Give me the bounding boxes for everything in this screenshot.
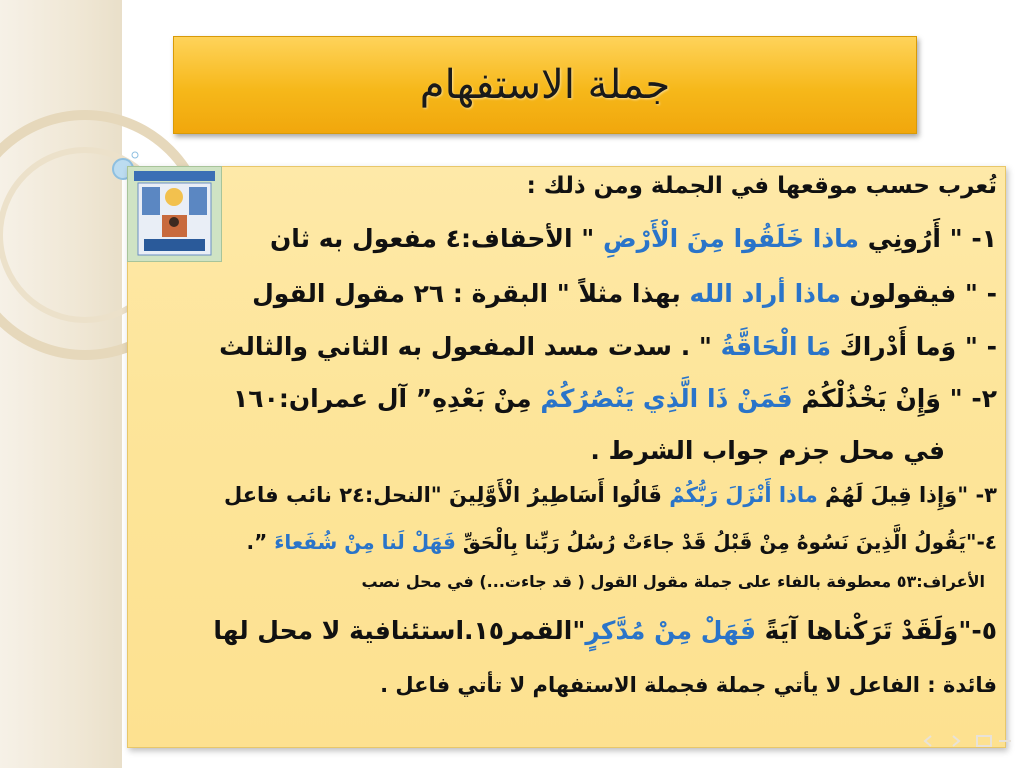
line-4: ٤-"يَقُولُ الَّذِينَ نَسُوهُ مِنْ قَبْلُ قَدْ جاءَتْ رُسُلُ رَبِّنا بِالْحَقِّ فَهَلْ لَنا مِنْ شُفَعاءَ ”. (246, 530, 997, 554)
line-note: فائدة : الفاعل لا يأتي جملة فجملة الاستفهام لا تأتي فاعل . (380, 673, 997, 697)
title-banner (173, 36, 917, 134)
line-4b: الأعراف:٥٣ معطوفة بالفاء على جملة مقول القول ( قد جاءت...) في محل نصب (361, 572, 985, 591)
prev-slide-icon[interactable] (925, 736, 931, 746)
line-1c: - " وَما أَدْراكَ مَا الْحَاقَّةُ " . سدت مسد المفعول به الثاني والثالث (219, 332, 997, 361)
logo-image (128, 167, 221, 261)
next-slide-icon[interactable] (953, 736, 959, 746)
line-3: ٣- "وَإِذا قِيلَ لَهُمْ ماذا أَنْزَلَ رَبُّكُمْ قَالُوا أَسَاطِيرُ الْأَوَّلِينَ "النحل:٢٤ نائب فاعل (223, 483, 997, 507)
intro-line: تُعرب حسب موقعها في الجملة ومن ذلك : (526, 173, 997, 199)
line-1b: - " فيقولون ماذا أراد الله بهذا مثلاً " البقرة : ٢٦ مقول القول (252, 279, 997, 308)
line-5: ٥-"وَلَقَدْ تَرَكْناها آيَةً فَهَلْ مِنْ مُدَّكِرٍ"القمر١٥.استئنافية لا محل لها (213, 616, 997, 645)
menu-icon[interactable] (977, 736, 991, 746)
slide-title: جملة الاستفهام (419, 62, 671, 108)
line-2b: في محل جزم جواب الشرط . (590, 436, 945, 465)
slide-navigation[interactable] (923, 734, 1013, 748)
line-1: ١- " أَرُونِي ماذا خَلَقُوا مِنَ الْأَرْضِ " الأحقاف:٤ مفعول به ثان (269, 224, 997, 253)
blog-logo (127, 166, 222, 262)
line-2: ٢- " وَإِنْ يَخْذُلْكُمْ فَمَنْ ذَا الَّذِي يَنْصُرُكُمْ مِنْ بَعْدِهِ” آل عمران:١٦٠ (233, 384, 997, 413)
